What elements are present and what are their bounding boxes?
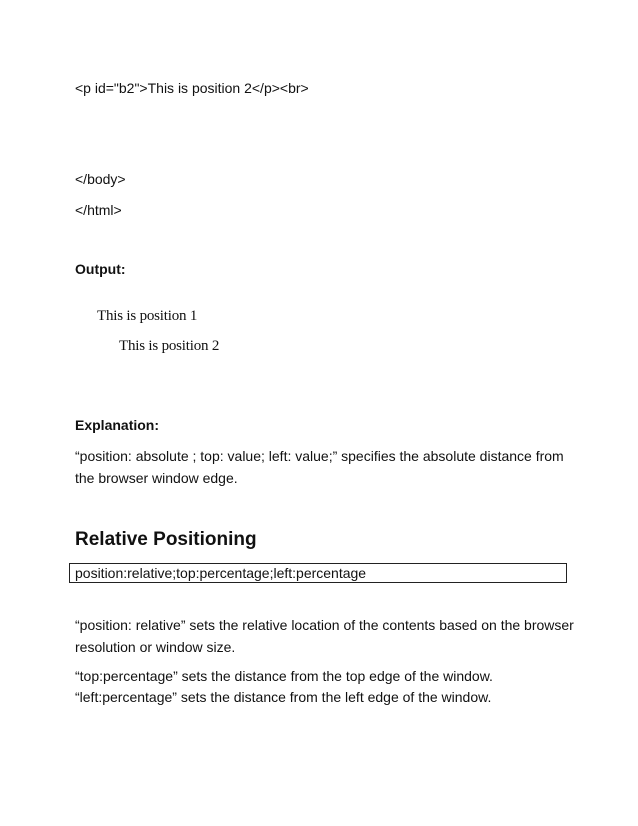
explanation-line-2: the browser window edge. (75, 470, 238, 486)
code-line-html-close: </html> (75, 202, 122, 218)
top-percentage-desc: “top:percentage” sets the distance from the top edge of the window. (75, 668, 493, 684)
code-line-body-close: </body> (75, 171, 126, 187)
explanation-heading: Explanation: (75, 417, 160, 433)
relative-positioning-heading: Relative Positioning (75, 529, 257, 550)
relative-desc-line-1: “position: relative” sets the relative location of the contents based on the browser (75, 617, 574, 633)
left-percentage-desc: “left:percentage” sets the distance from the left edge of the window. (75, 689, 492, 705)
output-position-2: This is position 2 (119, 338, 220, 354)
code-line-p-b2: <p id="b2">This is position 2</p><br> (75, 80, 309, 96)
output-position-1: This is position 1 (97, 308, 198, 324)
relative-code-box: position:relative;top:percentage;left:percentage (69, 563, 567, 583)
relative-desc-line-2: resolution or window size. (75, 639, 236, 655)
output-heading: Output: (75, 261, 126, 277)
explanation-line-1: “position: absolute ; top: value; left: value;” specifies the absolute distance from (75, 448, 564, 464)
